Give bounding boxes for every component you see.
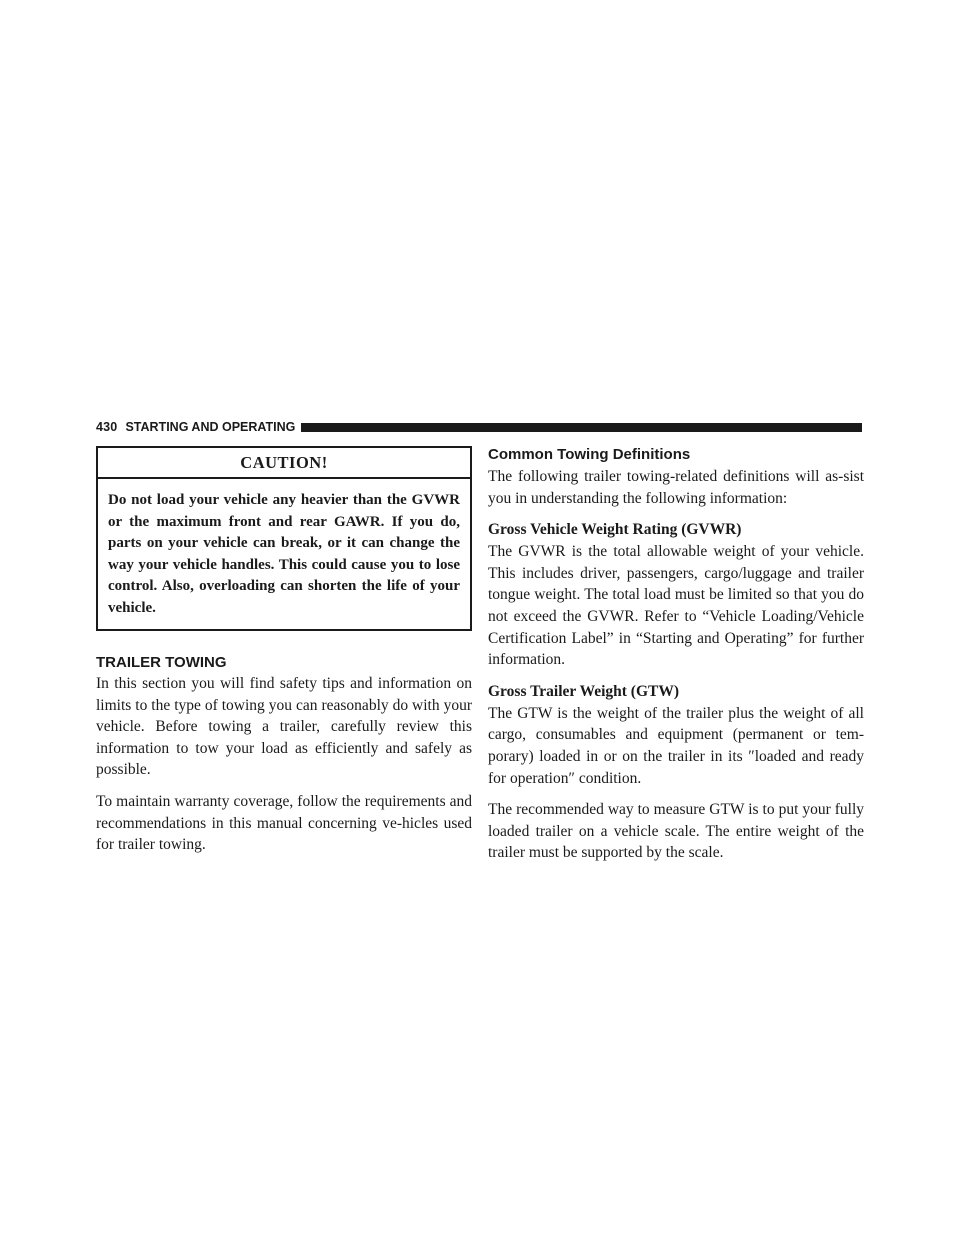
definitions-intro: The following trailer towing-related definitions will as-sist you in understanding the following information:: [488, 468, 864, 507]
caution-box: [96, 446, 472, 631]
page-header: [96, 420, 862, 434]
gvwr-heading: Gross Vehicle Weight Rating (GVWR): [488, 521, 742, 539]
gvwr-text: The GVWR is the total allowable weight of your vehicle. This includes driver, passengers, cargo/luggage and trailer tongue weight. The total load must be limited so that you do not exceed the GVWR. Refer to “Vehicle Loading/Vehicle Certification Label” in “Starting and Operating” for further information.: [488, 543, 864, 669]
left-column: [96, 446, 472, 866]
gtw-text: The GTW is the weight of the trailer plus the weight of all cargo, consumables and equipment (permanent or tem-porary) loaded in or on the trailer in its ″loaded and ready for operation″ condition.: [488, 704, 864, 787]
trailer-towing-heading: TRAILER TOWING: [96, 654, 227, 671]
right-column: [488, 446, 864, 874]
section-title: STARTING AND OPERATING: [125, 420, 296, 434]
gtw-heading: Gross Trailer Weight (GTW): [488, 682, 680, 700]
caution-text: Do not load your vehicle any heavier than the GVWR or the maximum front and rear GAWR. If you do, parts on your vehicle can break, or it can change the way your vehicle handles. This could cause you to lose control. Also, overloading can shorten the life of your vehicle.: [108, 492, 460, 616]
common-towing-definitions-heading: Common Towing Definitions: [488, 446, 691, 463]
page-number: 430: [96, 420, 118, 434]
header-rule: [301, 423, 862, 432]
gtw-measure-text: The recommended way to measure GTW is to put your fully loaded trailer on a vehicle scale. The entire weight of the trailer must be supported by the scale.: [488, 801, 864, 862]
caution-title: CAUTION!: [98, 448, 470, 479]
trailer-towing-paragraph-2: To maintain warranty coverage, follow the requirements and recommendations in this manual concerning ve-hicles used for trailer towing.: [96, 792, 472, 854]
trailer-towing-paragraph-1: In this section you will find safety tips and information on limits to the type of towing you can reasonably do with your vehicle. Before towing a trailer, carefully review this information to tow your load as efficiently and safely as possible.: [96, 675, 472, 779]
